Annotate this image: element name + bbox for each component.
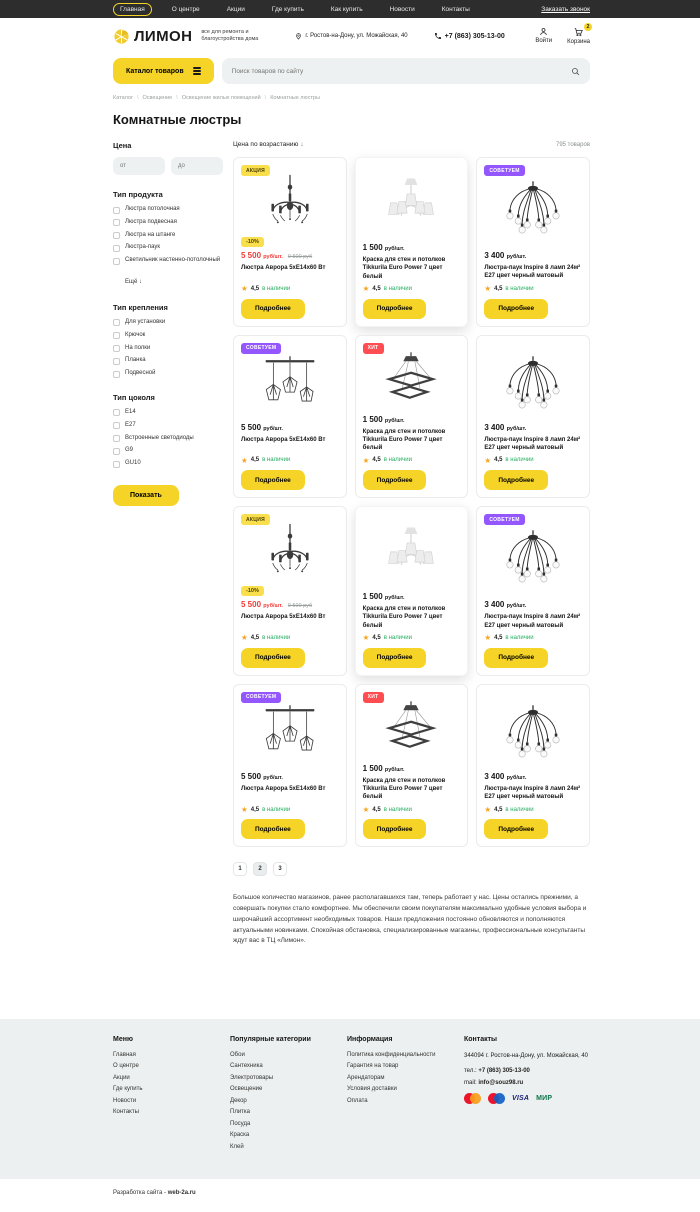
product-badge: СОВЕТУЕМ: [241, 692, 281, 703]
pagination: [233, 862, 590, 876]
breadcrumb-item[interactable]: \ Освещение: [133, 95, 172, 101]
search-input[interactable]: [232, 68, 571, 75]
footer-column-title: Контакты: [464, 1035, 498, 1043]
rating-value: 4,5: [372, 634, 381, 641]
checkbox-icon: [113, 319, 120, 326]
footer-link[interactable]: Условия доставки: [347, 1086, 397, 1093]
checkbox-label: GU10: [125, 460, 141, 467]
product-badge: АКЦИЯ: [241, 165, 270, 176]
checkbox-icon: [113, 219, 120, 226]
product-price: 5 500 руб/шт.: [241, 600, 283, 610]
price-filter: [113, 157, 223, 175]
checkbox-label: Встроенные светодиоды: [125, 434, 194, 441]
footer-info-column: [347, 1036, 464, 1156]
rating-row: [241, 285, 339, 293]
footer-link[interactable]: Клей: [230, 1143, 244, 1150]
filter-checkbox[interactable]: [113, 219, 223, 227]
rating-row: [484, 285, 582, 293]
product-badge: ХИТ: [363, 343, 384, 354]
filter-checkbox[interactable]: [113, 232, 223, 240]
header-phone[interactable]: +7 (863) 305-13-00: [434, 32, 505, 40]
checkbox-label: Для установки: [125, 318, 166, 325]
product-price: 5 500 руб/шт.: [241, 771, 283, 781]
details-button[interactable]: Подробнее: [484, 819, 548, 839]
nav-item[interactable]: Как купить: [330, 5, 363, 13]
details-button[interactable]: Подробнее: [484, 648, 548, 668]
product-price: 1 500 руб/шт.: [362, 763, 405, 773]
filter-group-mount-type: Тип крепления Для установки Крючок На полки Планка Подвесной: [113, 303, 223, 378]
checkbox-label: Подвесной: [125, 370, 156, 377]
rating-value: 4,5: [250, 285, 260, 292]
rating-row: [484, 457, 582, 465]
footer-column-title: Меню: [113, 1035, 133, 1043]
product-price: 1 500 руб/шт.: [362, 592, 405, 601]
stock-status: в наличии: [383, 285, 412, 292]
product-title: Люстра-паук Inspire 8 ламп 24м² E27 цвет черный матовый: [484, 614, 581, 629]
product-price: 3 400 руб/шт.: [484, 422, 527, 432]
filter-checkbox[interactable]: [113, 244, 223, 252]
catalog-button[interactable]: Каталог товаров: [113, 58, 214, 84]
footer-link[interactable]: Главная: [113, 1051, 136, 1058]
stock-status: в наличии: [505, 457, 534, 464]
seo-text: Большое количество магазинов, ранее располагавшихся там, теперь работает у нас. Цены остались прежними, а совершать покупки стало комфортнее. Мы обеспечили своим покупателям максимально удобные условия выбора и широчайший ассортимент необходимых товаров. Наши предложения постоянно обновляются и пополняются актуальными новинками. Спокойная обстановка, специализированные магазины, профессиональные консультанты ждут вас в ТЦ «Лимон».: [233, 894, 587, 945]
rating-value: 4,5: [494, 806, 503, 813]
star-icon: ★: [362, 455, 370, 465]
credits-link[interactable]: web-2a.ru: [167, 1190, 196, 1197]
product-title: Люстра Аврора 5хЕ14х60 Вт: [241, 614, 326, 621]
stock-status: в наличии: [383, 634, 412, 641]
product-title: Люстра Аврора 5хЕ14х60 Вт: [241, 436, 326, 443]
footer-column-title: Информация: [347, 1035, 393, 1043]
filter-checkbox[interactable]: [113, 370, 223, 378]
filter-checkbox[interactable]: [113, 409, 223, 417]
location-pin-icon: [295, 32, 302, 41]
callback-link[interactable]: Заказать звонок: [541, 5, 590, 13]
sort-arrow-icon: ↓: [300, 141, 304, 148]
mastercard-icon: [464, 1093, 481, 1104]
product-image: [484, 514, 582, 600]
product-card: [233, 335, 347, 499]
footer-menu-column: [113, 1036, 230, 1156]
star-icon: ★: [362, 284, 370, 293]
footer-phone[interactable]: тел.: +7 (863) 305-13-00: [464, 1067, 530, 1074]
rating-row: [484, 806, 582, 814]
breadcrumb-item[interactable]: \ Освещение жилых помещений: [172, 95, 260, 101]
star-icon: ★: [241, 633, 248, 643]
stock-status: в наличии: [262, 634, 291, 641]
product-card: [355, 157, 469, 327]
tagline: все для ремонта и благоустройства дома: [201, 28, 259, 42]
star-icon: ★: [484, 284, 492, 293]
lemon-icon: [113, 28, 130, 45]
checkbox-icon: [113, 461, 120, 468]
product-price: 3 400 руб/шт.: [484, 251, 527, 260]
nav-item[interactable]: Где купить: [271, 5, 304, 13]
details-button[interactable]: Подробнее: [241, 819, 305, 839]
rating-row: [363, 457, 461, 465]
product-price: 3 400 руб/шт.: [484, 600, 527, 610]
rating-value: 4,5: [494, 285, 503, 292]
stock-status: в наличии: [383, 457, 412, 464]
product-image: [363, 165, 461, 243]
rating-value: 4,5: [372, 806, 381, 813]
star-icon: ★: [484, 804, 492, 814]
product-title: Люстра-паук Inspire 8 ламп 24м² E27 цвет черный матовый: [484, 785, 581, 801]
stock-status: в наличии: [262, 806, 291, 813]
price-filter-title: Цена: [113, 141, 132, 150]
checkbox-icon: [113, 448, 120, 455]
checkbox-label: Люстра подвесная: [125, 218, 177, 225]
maestro-icon: [488, 1093, 505, 1104]
details-button[interactable]: Подробнее: [363, 819, 427, 839]
product-image: [484, 165, 582, 251]
visa-icon: VISA: [512, 1094, 530, 1102]
product-price: 5 500 руб/шт.: [241, 422, 283, 432]
details-button[interactable]: Подробнее: [363, 299, 427, 319]
product-title: Краска для стен и потолков Tikkurila Euro Power 7 цвет белый: [362, 256, 446, 280]
details-button[interactable]: Подробнее: [363, 648, 427, 668]
chevron-down-icon: ↓: [138, 278, 142, 285]
checkbox-icon: [113, 332, 120, 339]
credits: Разработка сайта - web-2a.ru: [0, 1179, 700, 1212]
checkbox-label: E27: [125, 421, 136, 428]
breadcrumb-item[interactable]: \ Комнатные люстры: [261, 95, 320, 101]
footer-link[interactable]: Плитка: [230, 1109, 251, 1116]
footer-link[interactable]: Арендаторам: [347, 1074, 385, 1081]
rating-row: [241, 457, 339, 465]
user-icon: [539, 27, 548, 36]
checkbox-label: Люстра потолочная: [125, 206, 180, 212]
price-to-input[interactable]: [171, 157, 223, 175]
footer-link[interactable]: Акции: [113, 1074, 130, 1081]
filter-checkbox[interactable]: [113, 206, 223, 214]
stock-status: в наличии: [505, 806, 534, 813]
rating-row: [363, 634, 461, 642]
search-row: [0, 55, 700, 84]
filter-checkbox[interactable]: [113, 357, 223, 365]
product-image: [241, 343, 339, 423]
cart-button[interactable]: 2 Корзина: [567, 24, 590, 45]
footer-link[interactable]: Политика конфиденциальности: [347, 1051, 436, 1058]
star-icon: ★: [484, 633, 492, 643]
star-icon: ★: [362, 804, 370, 814]
product-title: Люстра-паук Inspire 8 ламп 24м² E27 цвет черный матовый: [484, 265, 581, 280]
product-old-price: 9 500 руб: [287, 603, 313, 610]
filter-checkbox[interactable]: [113, 332, 223, 340]
product-image: [241, 692, 339, 772]
products-count: 795 товаров: [555, 141, 590, 148]
product-image: [484, 692, 582, 772]
checkbox-icon: [113, 409, 120, 416]
product-image: [484, 343, 582, 423]
page-button[interactable]: 2: [253, 862, 267, 876]
discount-badge: -10%: [241, 237, 264, 247]
nav-item[interactable]: О центре: [171, 5, 200, 13]
star-icon: ★: [484, 455, 492, 465]
product-price: 3 400 руб/шт.: [484, 771, 527, 781]
search-box: [222, 58, 590, 84]
checkbox-label: Люстра на штанге: [125, 231, 176, 238]
product-title: Люстра Аврора 5хЕ14х60 Вт: [241, 265, 326, 271]
logo[interactable]: [113, 28, 192, 45]
nav-item[interactable]: Новости: [389, 5, 415, 13]
filter-checkbox[interactable]: [113, 422, 223, 430]
cart-count-badge: 2: [584, 23, 592, 31]
rating-row: [241, 806, 339, 814]
checkbox-icon: [113, 345, 120, 352]
checkbox-label: G9: [125, 447, 134, 454]
filter-checkbox[interactable]: [113, 345, 223, 353]
topbar: [0, 0, 700, 18]
discount-badge: -10%: [241, 586, 264, 596]
footer-link[interactable]: Сантехника: [230, 1063, 263, 1070]
product-card: [355, 684, 469, 848]
rating-value: 4,5: [250, 634, 260, 641]
product-card: [476, 684, 590, 848]
product-badge: АКЦИЯ: [241, 514, 270, 525]
product-card: [355, 335, 469, 499]
hamburger-icon: [193, 67, 201, 75]
checkbox-label: E14: [125, 408, 136, 415]
details-button[interactable]: Подробнее: [363, 470, 427, 490]
checkbox-icon: [113, 232, 120, 239]
product-card: [233, 506, 347, 676]
footer-link[interactable]: Декор: [230, 1097, 247, 1104]
stock-status: в наличии: [505, 634, 534, 641]
filter-checkbox[interactable]: [113, 460, 223, 468]
rating-value: 4,5: [494, 457, 503, 464]
checkbox-label: Крючок: [125, 331, 146, 338]
details-button[interactable]: Подробнее: [484, 299, 548, 319]
nav-item[interactable]: Контакты: [441, 5, 470, 13]
sort-select[interactable]: Цена по возрастанию ↓: [233, 141, 304, 148]
rating-value: 4,5: [372, 285, 381, 292]
star-icon: ★: [241, 284, 248, 293]
checkbox-label: Светильник настенно-потолочный: [125, 257, 221, 264]
page-title: Комнатные люстры: [113, 112, 242, 127]
price-from-input[interactable]: [113, 157, 165, 175]
product-price: 5 500 руб/шт.: [241, 251, 283, 260]
footer-link[interactable]: Электротовары: [230, 1074, 274, 1081]
product-badge: СОВЕТУЕМ: [484, 514, 524, 525]
show-button[interactable]: Показать: [113, 485, 179, 506]
product-price: 1 500 руб/шт.: [362, 414, 405, 424]
product-card: [476, 335, 590, 499]
product-old-price: 9 500 руб: [287, 254, 313, 260]
checkbox-icon: [113, 435, 120, 442]
footer-address: 344094 г. Ростов-на-Дону, ул. Можайская, 40: [464, 1052, 589, 1059]
checkbox-label: Планка: [125, 357, 146, 364]
page-button[interactable]: 1: [233, 862, 247, 876]
rating-row: [484, 634, 582, 642]
product-title: Краска для стен и потолков Tikkurila Euro Power 7 цвет белый: [362, 428, 446, 452]
footer-categories-column: [230, 1036, 347, 1156]
page-button[interactable]: 3: [273, 862, 287, 876]
checkbox-icon: [113, 422, 120, 429]
product-card: [233, 684, 347, 848]
stock-status: в наличии: [505, 285, 534, 292]
footer: [0, 1019, 700, 1180]
product-badge: ХИТ: [363, 692, 384, 703]
footer-link[interactable]: Новости: [113, 1097, 137, 1104]
product-image: [363, 514, 461, 592]
rating-row: [241, 634, 339, 642]
footer-column-title: Популярные категории: [230, 1035, 311, 1043]
header: [0, 18, 700, 55]
cart-icon: [573, 27, 584, 37]
checkbox-icon: [113, 358, 120, 365]
mir-icon: МИР: [536, 1094, 553, 1102]
breadcrumb: [0, 84, 700, 101]
product-grid: [233, 157, 590, 847]
star-icon: ★: [362, 633, 370, 643]
filters-sidebar: [113, 141, 223, 1019]
search-icon[interactable]: [571, 67, 580, 76]
product-card: [233, 157, 347, 327]
login-button[interactable]: Войти: [535, 27, 552, 45]
rating-row: [363, 806, 461, 814]
rating-value: 4,5: [372, 457, 381, 464]
filter-checkbox[interactable]: [113, 319, 223, 327]
footer-link[interactable]: Обои: [230, 1051, 245, 1058]
checkbox-label: Люстра-паук: [125, 244, 161, 251]
footer-link[interactable]: Посуда: [230, 1120, 251, 1127]
product-title: Люстра-паук Inspire 8 ламп 24м² E27 цвет черный матовый: [484, 436, 581, 452]
checkbox-icon: [113, 245, 120, 252]
footer-link[interactable]: Контакты: [113, 1109, 139, 1116]
stock-status: в наличии: [262, 457, 291, 464]
footer-link[interactable]: О центре: [113, 1063, 139, 1070]
footer-link[interactable]: Краска: [230, 1132, 250, 1139]
phone-icon: [434, 32, 442, 40]
nav-item[interactable]: Главная: [113, 3, 152, 16]
rating-value: 4,5: [250, 806, 260, 813]
nav-item[interactable]: Акции: [226, 5, 245, 13]
payment-methods: [464, 1093, 590, 1104]
product-title: Люстра Аврора 5хЕ14х60 Вт: [241, 785, 326, 792]
stock-status: в наличии: [262, 285, 291, 292]
star-icon: ★: [241, 455, 248, 465]
star-icon: ★: [241, 804, 248, 814]
checkbox-icon: [113, 258, 120, 265]
footer-link[interactable]: Где купить: [113, 1086, 143, 1093]
header-address: г. Ростов-на-Дону, ул. Можайская, 40: [295, 32, 407, 41]
filter-checkbox[interactable]: [113, 257, 223, 265]
filter-checkbox[interactable]: [113, 435, 223, 443]
checkbox-label: На полки: [125, 344, 151, 351]
checkbox-icon: [113, 207, 120, 214]
details-button[interactable]: Подробнее: [241, 648, 305, 668]
product-badge: СОВЕТУЕМ: [241, 343, 281, 354]
filter-checkbox[interactable]: [113, 447, 223, 455]
footer-link[interactable]: Гарантия на товар: [347, 1063, 399, 1070]
topbar-nav: [113, 3, 477, 16]
product-badge: СОВЕТУЕМ: [484, 165, 524, 176]
filter-group-product-type: Тип продукта Люстра потолочная Люстра подвесная Люстра на штанге Люстра-паук Светильник настенно-потолочный Ещё ↓: [113, 190, 223, 288]
products-main: [233, 141, 590, 1019]
filter-group-socket-type: Тип цоколя E14 E27 Встроенные светодиоды G9 GU10: [113, 393, 223, 468]
details-button[interactable]: Подробнее: [241, 299, 305, 319]
more-link[interactable]: Ещё ↓: [125, 278, 142, 285]
details-button[interactable]: Подробнее: [241, 470, 305, 490]
rating-value: 4,5: [250, 457, 260, 464]
rating-value: 4,5: [494, 634, 503, 641]
checkbox-icon: [113, 371, 120, 378]
logo-text: ЛИМОН: [134, 27, 193, 45]
product-title: Краска для стен и потолков Tikkurila Euro Power 7 цвет белый: [362, 606, 446, 629]
product-card: [476, 157, 590, 327]
details-button[interactable]: Подробнее: [484, 470, 548, 490]
footer-contacts-column: [464, 1036, 590, 1156]
footer-email[interactable]: mail: info@souz98.ru: [464, 1079, 524, 1086]
stock-status: в наличии: [383, 806, 412, 813]
breadcrumb-item[interactable]: Каталог: [113, 95, 133, 101]
product-card: [355, 506, 469, 676]
product-title: Краска для стен и потолков Tikkurila Euro Power 7 цвет белый: [362, 777, 446, 801]
rating-row: [363, 285, 461, 293]
footer-link[interactable]: Оплата: [347, 1097, 368, 1104]
product-card: [476, 506, 590, 676]
footer-link[interactable]: Освещение: [230, 1086, 263, 1093]
product-price: 1 500 руб/шт.: [362, 242, 405, 252]
